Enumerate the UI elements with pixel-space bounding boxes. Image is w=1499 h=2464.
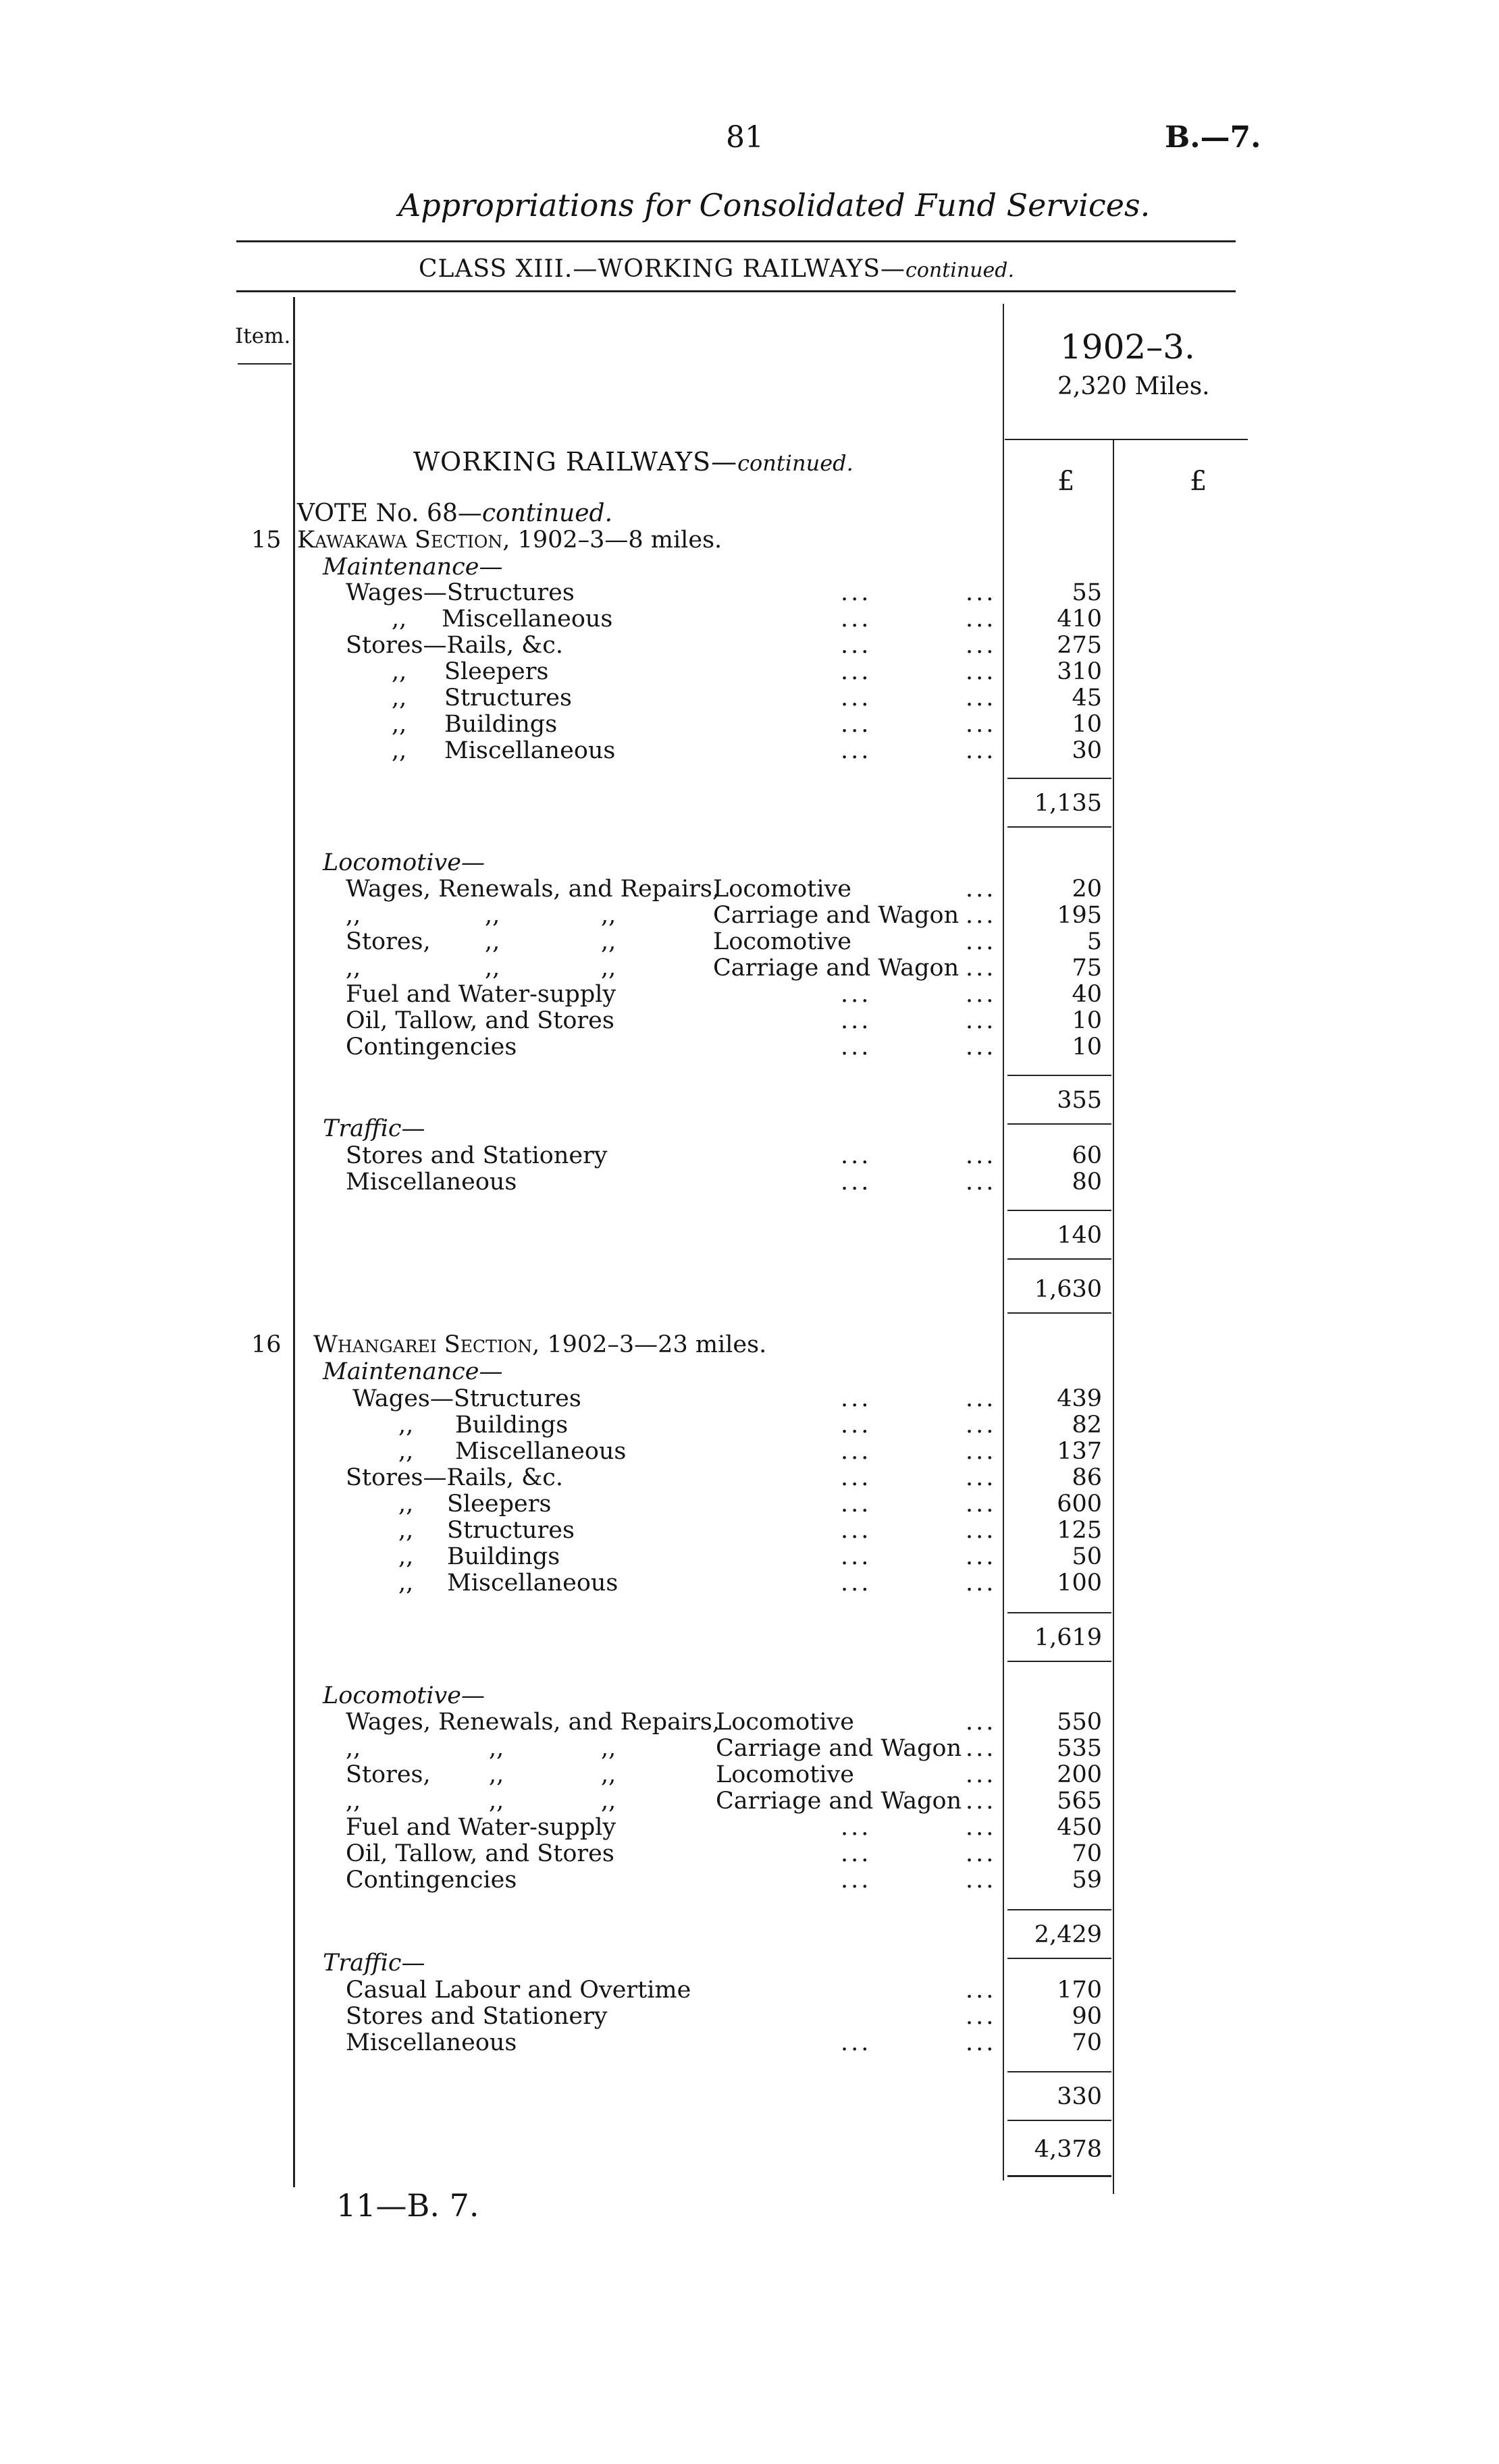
section-total: 4,378 (1034, 2136, 1102, 2163)
subtotal-rule (1007, 1210, 1111, 1211)
class-heading-suffix: continued. (905, 259, 1015, 282)
leader-dots: ... (966, 632, 997, 659)
amount: 410 (1057, 606, 1102, 633)
subtotal-rule (1007, 2120, 1111, 2121)
ditto-mark: ,, (346, 1735, 361, 1762)
leader-dots: ... (966, 955, 997, 982)
item-number: 16 (251, 1331, 282, 1358)
ditto-mark: ,, (601, 928, 616, 955)
leader-dots: ... (966, 2029, 997, 2056)
line-label: Contingencies (346, 1867, 517, 1894)
ditto-mark: ,, (346, 955, 361, 982)
class-rule (236, 290, 1236, 292)
leader-dots: ... (966, 2003, 997, 2030)
leader-dots: ... (966, 902, 997, 929)
leader-dots: ... (841, 2029, 872, 2056)
page-title: Appropriations for Consolidated Fund Services. (398, 187, 1151, 223)
leader-dots: ... (966, 1709, 997, 1736)
ditto-mark: ,, (398, 1438, 414, 1465)
amount: 82 (1072, 1412, 1102, 1439)
subtotal-rule (1007, 778, 1111, 779)
leader-dots: ... (966, 737, 997, 764)
subtotal-rule (1007, 1612, 1111, 1613)
line-label: Contingencies (346, 1034, 517, 1061)
amount: 275 (1057, 632, 1102, 659)
ditto-mark: ,, (485, 955, 500, 982)
line-label: Stores and Stationery (346, 1142, 608, 1169)
line-label: Sleepers (444, 658, 549, 685)
leader-dots: ... (966, 1007, 997, 1034)
item-number: 15 (251, 527, 282, 554)
line-label: Miscellaneous (444, 737, 616, 764)
subtotal-rule (1007, 1661, 1111, 1662)
leader-dots: ... (841, 737, 872, 764)
line-label: Wages—Structures (352, 1385, 581, 1412)
leader-dots: ... (841, 1840, 872, 1867)
ditto-mark: ,, (392, 606, 407, 633)
leader-dots: ... (966, 1491, 997, 1518)
line-label: Stores and Stationery (346, 2003, 608, 2030)
line-label: Oil, Tallow, and Stores (346, 1007, 614, 1034)
leader-dots: ... (841, 711, 872, 738)
leader-dots: ... (966, 1412, 997, 1439)
section-heading (413, 447, 853, 477)
line-label: Miscellaneous (442, 606, 613, 633)
section-detail: 1902–3—8 miles. (510, 527, 722, 554)
line-label: Stores—Rails, &c. (346, 632, 564, 659)
leader-dots: ... (841, 1385, 872, 1412)
subheading-traffic: Traffic— (323, 1950, 425, 1977)
line-label: Stores—Rails, &c. (346, 1464, 564, 1491)
leader-dots: ... (966, 711, 997, 738)
ditto-mark: ,, (601, 902, 616, 929)
leader-dots: ... (966, 928, 997, 955)
line-label: Fuel and Water-supply (346, 1814, 616, 1841)
amount: 170 (1057, 1977, 1102, 2004)
subheading-locomotive: Locomotive— (323, 849, 485, 876)
amount: 200 (1057, 1761, 1102, 1788)
leader-dots: ... (966, 1840, 997, 1867)
amount: 90 (1072, 2003, 1102, 2030)
leader-dots: ... (966, 1517, 997, 1544)
line-label: Oil, Tallow, and Stores (346, 1840, 614, 1867)
leader-dots: ... (966, 685, 997, 712)
leader-dots: ... (841, 1517, 872, 1544)
line-label: Fuel and Water-supply (346, 981, 616, 1008)
amount: 137 (1057, 1438, 1102, 1465)
section-name (313, 1331, 766, 1358)
leader-dots: ... (966, 579, 997, 606)
line-label: Buildings (455, 1412, 569, 1439)
amount: 100 (1057, 1570, 1102, 1597)
line-label: Stores, (346, 1761, 431, 1788)
amount: 55 (1072, 579, 1102, 606)
leader-dots: ... (966, 1543, 997, 1570)
section-heading-suffix: continued. (737, 450, 853, 476)
item-column-divider (293, 297, 295, 2187)
ditto-mark: ,, (392, 685, 407, 712)
leader-dots: ... (841, 1169, 872, 1196)
amount: 10 (1072, 1007, 1102, 1034)
leader-dots: ... (966, 606, 997, 633)
subheading-maintenance: Maintenance— (323, 1358, 503, 1385)
leader-dots: ... (966, 1814, 997, 1841)
amount: 125 (1057, 1517, 1102, 1544)
subtotal: 355 (1057, 1087, 1102, 1114)
ditto-mark: ,, (346, 902, 361, 929)
leader-dots: ... (966, 1570, 997, 1597)
leader-dots: ... (841, 606, 872, 633)
vote-heading (297, 500, 612, 527)
leader-dots: ... (841, 658, 872, 685)
ditto-mark: ,, (601, 1735, 616, 1762)
line-label: Miscellaneous (447, 1570, 619, 1597)
amount: 45 (1072, 685, 1102, 712)
ditto-mark: ,, (398, 1412, 414, 1439)
amount: 310 (1057, 658, 1102, 685)
ditto-mark: ,, (392, 737, 407, 764)
amount: 10 (1072, 1034, 1102, 1061)
amount: 70 (1072, 2029, 1102, 2056)
line-label: Carriage and Wagon (716, 1735, 962, 1762)
leader-dots: ... (841, 579, 872, 606)
ditto-mark: ,, (601, 1788, 616, 1815)
currency-symbol: £ (1057, 466, 1075, 497)
section-name (297, 527, 722, 554)
amount: 60 (1072, 1142, 1102, 1169)
line-label: Buildings (444, 711, 558, 738)
line-label: Wages, Renewals, and Repairs, (346, 1709, 720, 1736)
amount: 59 (1072, 1867, 1102, 1894)
line-label: Sleepers (447, 1491, 552, 1518)
subtotal-rule (1007, 1958, 1111, 1959)
ditto-mark: ,, (489, 1788, 504, 1815)
leader-dots: ... (966, 1438, 997, 1465)
amount: 75 (1072, 955, 1102, 982)
item-header-rule (238, 363, 292, 365)
leader-dots: ... (841, 632, 872, 659)
line-label: Locomotive (713, 876, 851, 903)
line-label: Carriage and Wagon (716, 1788, 962, 1815)
leader-dots: ... (966, 1385, 997, 1412)
line-label: Miscellaneous (346, 1169, 517, 1196)
year-header-rule (1005, 439, 1248, 440)
subtotal-rule (1007, 826, 1111, 828)
leader-dots: ... (966, 1735, 997, 1762)
leader-dots: ... (841, 1034, 872, 1061)
item-header: Item. (235, 324, 291, 348)
leader-dots: ... (841, 1814, 872, 1841)
amount: 550 (1057, 1709, 1102, 1736)
amount-left-divider (1003, 304, 1004, 2180)
line-label: Wages—Structures (346, 579, 575, 606)
subtotal-rule (1007, 1909, 1111, 1910)
line-label: Structures (444, 685, 572, 712)
line-label: Stores, (346, 928, 431, 955)
line-label: Buildings (447, 1543, 560, 1570)
line-label: Miscellaneous (346, 2029, 517, 2056)
subheading-traffic: Traffic— (323, 1115, 425, 1142)
amount: 30 (1072, 737, 1102, 764)
line-label: Wages, Renewals, and Repairs, (346, 876, 720, 903)
leader-dots: ... (841, 1867, 872, 1894)
subtotal: 2,429 (1034, 1921, 1102, 1948)
subtotal-rule (1007, 1258, 1111, 1260)
total-rule (1007, 1312, 1111, 1314)
leader-dots: ... (841, 1464, 872, 1491)
amount: 565 (1057, 1788, 1102, 1815)
ditto-mark: ,, (601, 1761, 616, 1788)
ditto-mark: ,, (398, 1517, 414, 1544)
title-rule (236, 240, 1236, 242)
subtotal-rule (1007, 1123, 1111, 1125)
amount: 50 (1072, 1543, 1102, 1570)
amount: 70 (1072, 1840, 1102, 1867)
line-label: Carriage and Wagon (713, 902, 959, 929)
section-name-text: Kawakawa Section, (297, 527, 510, 554)
paper-code: B.—7. (1165, 120, 1261, 155)
leader-dots: ... (966, 1788, 997, 1815)
section-heading-text: WORKING RAILWAYS— (413, 447, 738, 477)
leader-dots: ... (841, 1570, 872, 1597)
leader-dots: ... (966, 1761, 997, 1788)
amount: 80 (1072, 1169, 1102, 1196)
ditto-mark: ,, (489, 1761, 504, 1788)
subheading-locomotive: Locomotive— (323, 1682, 485, 1709)
leader-dots: ... (966, 1034, 997, 1061)
amount-right-divider (1113, 439, 1114, 2194)
line-label: Miscellaneous (455, 1438, 627, 1465)
year-header: 1902–3. (1060, 327, 1195, 367)
subtotal: 140 (1057, 1222, 1102, 1249)
class-heading (419, 255, 1014, 283)
miles-header: 2,320 Miles. (1057, 373, 1210, 400)
subtotal-rule (1007, 2071, 1111, 2072)
ditto-mark: ,, (398, 1491, 414, 1518)
leader-dots: ... (841, 981, 872, 1008)
leader-dots: ... (841, 1007, 872, 1034)
page-number: 81 (726, 120, 764, 155)
section-detail: 1902–3—23 miles. (540, 1331, 767, 1358)
leader-dots: ... (966, 1977, 997, 2004)
vote-text: VOTE No. 68— (297, 500, 482, 527)
amount: 450 (1057, 1814, 1102, 1841)
leader-dots: ... (841, 1142, 872, 1169)
line-label: Locomotive (716, 1709, 854, 1736)
section-name-text: Whangarei Section, (313, 1331, 540, 1358)
subtotal: 330 (1057, 2083, 1102, 2110)
subtotal: 1,135 (1034, 790, 1102, 817)
leader-dots: ... (841, 1543, 872, 1570)
ditto-mark: ,, (601, 955, 616, 982)
currency-symbol: £ (1190, 466, 1207, 497)
leader-dots: ... (966, 1169, 997, 1196)
amount: 40 (1072, 981, 1102, 1008)
leader-dots: ... (966, 1464, 997, 1491)
leader-dots: ... (841, 1491, 872, 1518)
line-label: Locomotive (716, 1761, 854, 1788)
amount: 439 (1057, 1385, 1102, 1412)
subheading-maintenance: Maintenance— (323, 554, 503, 581)
leader-dots: ... (966, 876, 997, 903)
amount: 5 (1086, 928, 1102, 955)
ditto-mark: ,, (485, 902, 500, 929)
class-heading-text: CLASS XIII.—WORKING RAILWAYS— (419, 255, 906, 283)
line-label: Locomotive (713, 928, 851, 955)
amount: 535 (1057, 1735, 1102, 1762)
line-label: Structures (447, 1517, 575, 1544)
leader-dots: ... (966, 1867, 997, 1894)
leader-dots: ... (966, 658, 997, 685)
line-label: Carriage and Wagon (713, 955, 959, 982)
leader-dots: ... (841, 685, 872, 712)
ditto-mark: ,, (489, 1735, 504, 1762)
leader-dots: ... (841, 1438, 872, 1465)
footer-signature: 11—B. 7. (336, 2187, 479, 2224)
ditto-mark: ,, (398, 1570, 414, 1597)
leader-dots: ... (966, 1142, 997, 1169)
ditto-mark: ,, (485, 928, 500, 955)
ditto-mark: ,, (392, 711, 407, 738)
leader-dots: ... (966, 981, 997, 1008)
vote-suffix: continued. (481, 500, 613, 527)
line-label: Casual Labour and Overtime (346, 1977, 691, 2004)
subtotal: 1,619 (1034, 1624, 1102, 1651)
amount: 195 (1057, 902, 1102, 929)
section-total: 1,630 (1034, 1276, 1102, 1303)
amount: 600 (1057, 1491, 1102, 1518)
leader-dots: ... (841, 1412, 872, 1439)
ditto-mark: ,, (346, 1788, 361, 1815)
ditto-mark: ,, (398, 1543, 414, 1570)
subtotal-rule (1007, 1075, 1111, 1076)
ditto-mark: ,, (392, 658, 407, 685)
amount: 20 (1072, 876, 1102, 903)
total-rule (1007, 2175, 1111, 2177)
amount: 10 (1072, 711, 1102, 738)
amount: 86 (1072, 1464, 1102, 1491)
